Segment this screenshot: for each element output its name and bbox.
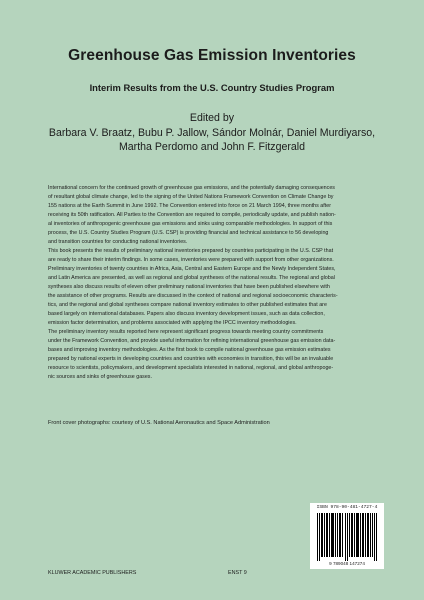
- editors-block: [0, 126, 424, 154]
- blurb-line: al inventories of anthropogenic greenhouse gas emissions and sinks using comparable methodologies. In support of this: [48, 221, 333, 227]
- blurb-line: nic sources and sinks of greenhouse gases.: [48, 374, 152, 380]
- blurb-line: syntheses also discuss results of eleven other preliminary national inventories that have been published elsewhere with: [48, 284, 330, 290]
- book-subtitle: Interim Results from the U.S. Country Studies Program: [89, 82, 335, 93]
- blurb-line: and transition countries for conducting national inventories.: [48, 239, 188, 245]
- blurb-line: tics, and the regional and global syntheses compare national inventory estimates to other published estimates that are: [48, 302, 327, 308]
- editors-line: Martha Perdomo and John F. Fitzgerald: [118, 141, 306, 153]
- isbn-barcode-box: [310, 503, 384, 569]
- blurb-line: 155 nations at the Earth Summit in June 1992. The Convention entered into force on 21 March 1994, three months after: [48, 203, 331, 209]
- blurb-line: emission factor determination, and problems associated with applying the IPCC inventory methodologies.: [48, 320, 297, 326]
- publisher-name: KLUWER ACADEMIC PUBLISHERS: [48, 570, 137, 576]
- blurb-line: process, the U.S. Country Studies Program (U.S. CSP) is providing financial and technical assistance to 56 developing: [48, 230, 329, 236]
- editors-line: Barbara V. Braatz, Bubu P. Jallow, Sándor Molnár, Daniel Murdiyarso,: [48, 127, 376, 139]
- blurb-text: [48, 184, 386, 382]
- barcode-number: 9 789048 147274: [329, 561, 365, 566]
- blurb-line: resource to scientists, policymakers, and development specialists interested in national, regional, and global anthropoge-: [48, 365, 334, 371]
- blurb-line: under the Framework Convention, and provide useful information for refining international greenhouse gas emission data-: [48, 338, 336, 344]
- book-title: Greenhouse Gas Emission Inventories: [68, 47, 356, 64]
- blurb-line: prepared by national experts in developing countries and countries with economies in transition, this will be an invaluable: [48, 356, 334, 362]
- photo-credit: Front cover photographs: courtesy of U.S. National Aeronautics and Space Administration: [48, 420, 270, 426]
- blurb-line: and Latin America are presented, as well as regional and global syntheses of the national results. The regional and global: [48, 275, 335, 281]
- blurb-line: based largely on international databases. Papers also discuss inventory development issues, such as data collection,: [48, 311, 325, 317]
- blurb-line: receiving its 50th ratification. All Parties to the Convention are required to compile, periodically update, and publish nation-: [48, 212, 336, 218]
- blurb-line: The preliminary inventory results reported here represent significant progress towards meeting country commitments: [48, 329, 324, 335]
- series-code: ENST 9: [228, 570, 247, 576]
- blurb-line: International concern for the continued growth of greenhouse gas emissions, and the potentially damaging consequences: [48, 185, 335, 191]
- blurb-line: the assistance of other programs. Results are discussed in the context of national and regional socioeconomic characteris-: [48, 293, 338, 299]
- blurb-line: bases and improving inventory methodologies. As the first book to compile national greenhouse gas emission estimates: [48, 347, 331, 353]
- isbn-number: ISBN 978-90-481-4727-4: [316, 505, 378, 510]
- edited-by-label: Edited by: [189, 112, 235, 124]
- blurb-line: This book presents the results of preliminary national inventories prepared by countries participating in the U.S. CSP that: [48, 248, 334, 254]
- barcode-image: [316, 513, 378, 561]
- blurb-line: Preliminary inventories of twenty countries in Africa, Asia, Central and Eastern Europe and the Newly Independent States,: [48, 266, 336, 272]
- blurb-line: are ready to share their interim findings. In some cases, inventories were prepared with support from other organizations.: [48, 257, 334, 263]
- blurb-line: of resultant global climate change, led to the signing of the United Nations Framework Convention on Climate Change by: [48, 194, 334, 200]
